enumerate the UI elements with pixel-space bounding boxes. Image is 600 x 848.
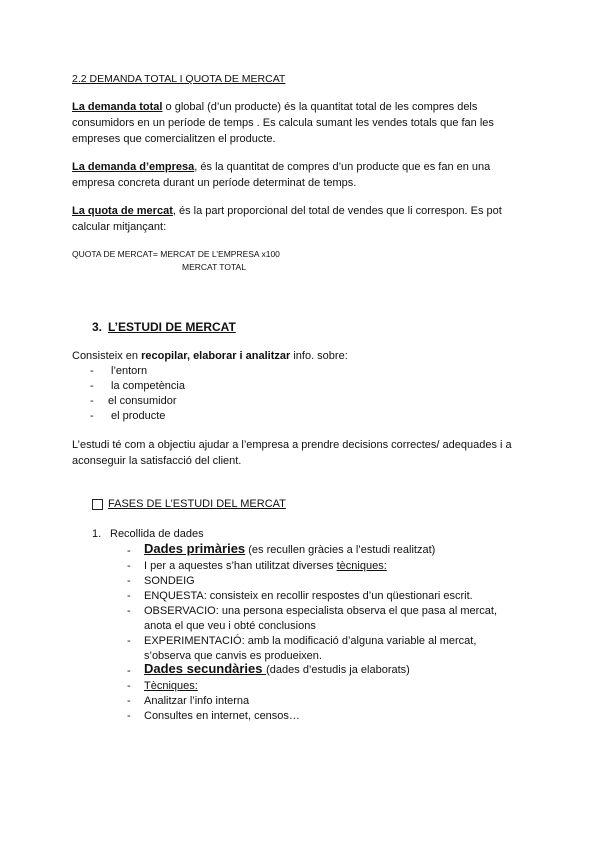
secondary-item: Consultes en internet, censos… xyxy=(144,710,300,722)
list-item: el producte xyxy=(111,410,166,422)
checkbox-icon xyxy=(92,499,103,510)
list-dash: - xyxy=(90,365,94,377)
section-heading-2-2: 2.2 DEMANDA TOTAL I QUOTA DE MERCAT xyxy=(72,73,286,85)
section-number-3: 3. xyxy=(92,320,103,334)
list-dash: - xyxy=(90,380,94,392)
term-quota-mercat: La quota de mercat xyxy=(72,205,173,217)
list-dash: - xyxy=(127,710,131,722)
paragraph-demanda-total-line2: consumidors en un període de temps . Es calcula sumant les vendes totals que fan les xyxy=(72,117,494,129)
primaries-text: I per a aquestes s’han utilitzat diverses xyxy=(144,560,337,572)
paragraph-demanda-total-line3: empreses que comercialitzen el producte. xyxy=(72,133,276,145)
paragraph-demanda-empresa-line1 xyxy=(72,160,490,175)
primaries-title: Dades primàries xyxy=(144,541,246,556)
fases-heading: FASES DE L’ESTUDI DEL MERCAT xyxy=(108,498,286,510)
primaries-note: (es recullen gràcies a l’estudi realitzat) xyxy=(245,544,436,556)
paragraph-demanda-empresa-line2: empresa concreta durant un període determinat de temps. xyxy=(72,177,357,189)
list-dash: - xyxy=(90,410,94,422)
list-item: l’entorn xyxy=(111,365,148,377)
secondaries-title: Dades secundàries xyxy=(144,661,267,676)
objective-line2: aconseguir la satisfacció del client. xyxy=(72,455,242,467)
intro-text: Consisteix en xyxy=(72,350,142,362)
paragraph-quota-line2: calcular mitjançant: xyxy=(72,221,167,233)
section-3-intro xyxy=(72,349,348,364)
list-dash: - xyxy=(127,635,131,647)
secondaries-line xyxy=(144,660,410,679)
list-dash: - xyxy=(127,560,131,572)
section-heading-3: L’ESTUDI DE MERCAT xyxy=(108,320,236,334)
primaries-line xyxy=(144,540,435,559)
paragraph-text: o global (d’un producte) és la quantitat total de les compres dels xyxy=(162,101,478,113)
primaries-item-continued: s’observa que canvis es produeixen. xyxy=(144,650,322,662)
primaries-item: EXPERIMENTACIÓ: amb la modificació d’alguna variable al mercat, xyxy=(144,635,477,647)
list-dash: - xyxy=(127,575,131,587)
step-label: Recollida de dades xyxy=(110,528,204,540)
paragraph-text: , és la part proporcional del total de vendes que li correspon. Es pot xyxy=(172,205,502,217)
primaries-item: OBSERVACIO: una persona especialista observa el que pasa al mercat, xyxy=(144,605,498,617)
paragraph-demanda-total-line1 xyxy=(72,100,477,115)
term-demanda-empresa: La demanda d’empresa xyxy=(72,161,195,173)
list-dash: - xyxy=(127,590,131,602)
intro-bold: recopilar, elaborar i analitzar xyxy=(141,350,291,362)
list-dash: - xyxy=(127,605,131,617)
step-number: 1. xyxy=(92,528,102,540)
primaries-item xyxy=(144,559,387,574)
secondary-item: Tècniques: xyxy=(144,680,198,692)
intro-text: info. sobre: xyxy=(290,350,348,362)
list-dash: - xyxy=(127,545,131,557)
list-dash: - xyxy=(127,680,131,692)
list-item: el consumidor xyxy=(108,395,177,407)
primaries-item-continued: anota el que veu i obté conclusions xyxy=(144,620,316,632)
list-dash: - xyxy=(127,665,131,677)
tecniques-word: tècniques: xyxy=(336,560,387,572)
list-item: la competència xyxy=(111,380,185,392)
list-dash: - xyxy=(90,395,94,407)
objective-line1: L’estudi té com a objectiu ajudar a l’empresa a prendre decisions correctes/ adequades i a xyxy=(72,439,512,451)
primaries-item: ENQUESTA: consisteix en recollir respostes d’un qüestionari escrit. xyxy=(144,590,473,602)
paragraph-text: , és la quantitat de compres d’un producte que es fan en una xyxy=(194,161,491,173)
formula-numerator: QUOTA DE MERCAT= MERCAT DE L’EMPRESA x100 xyxy=(72,249,280,259)
primaries-item: SONDEIG xyxy=(144,575,195,587)
secondary-item: Analitzar l’info interna xyxy=(144,695,250,707)
term-demanda-total: La demanda total xyxy=(72,101,163,113)
formula-denominator: MERCAT TOTAL xyxy=(182,262,246,272)
secondaries-note: (dades d’estudis ja elaborats) xyxy=(266,664,410,676)
list-dash: - xyxy=(127,695,131,707)
paragraph-quota-line1 xyxy=(72,204,502,219)
